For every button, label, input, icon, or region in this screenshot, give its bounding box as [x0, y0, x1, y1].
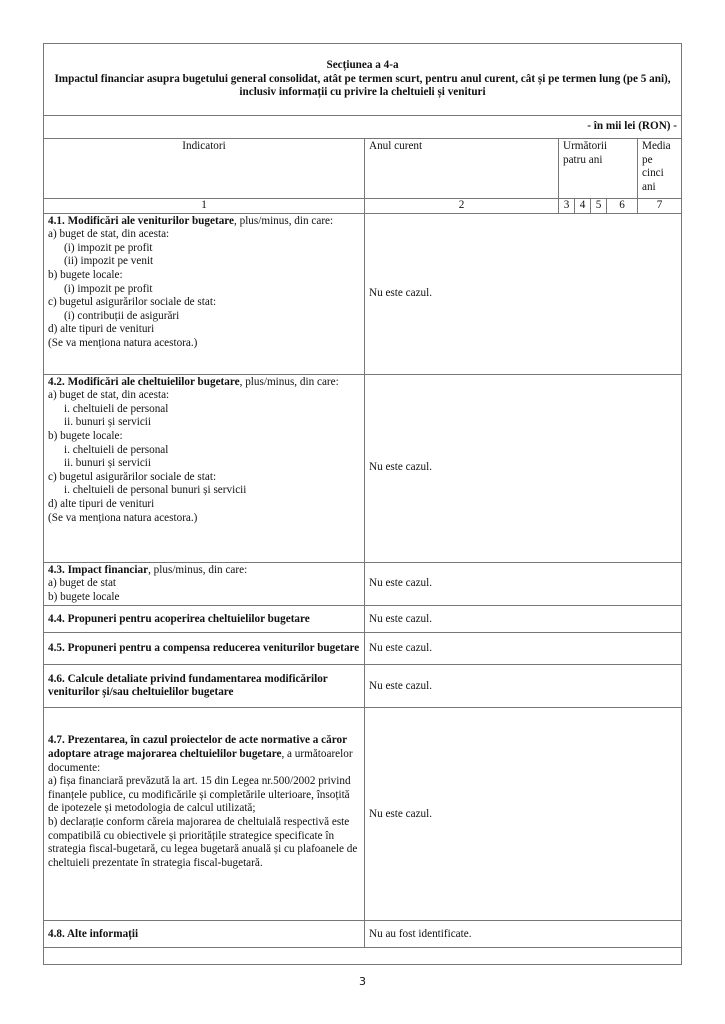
indicator-title: 4.8. Alte informații — [48, 927, 139, 940]
value-cell — [365, 665, 682, 708]
indicator-cell — [44, 633, 365, 665]
indicator-row — [44, 633, 682, 665]
indicator-subitem: b) bugete locale: — [48, 268, 123, 281]
indicator-row — [44, 921, 682, 948]
indicator-cell — [44, 562, 365, 606]
value-text: Nu este cazul. — [369, 679, 433, 692]
unit-label: - în mii lei (RON) - — [587, 120, 678, 133]
indicator-cell — [44, 606, 365, 633]
column-number: 1 — [44, 199, 365, 214]
column-number: 4 — [575, 199, 591, 214]
header-urmatorii-text: Următorii patru ani — [563, 140, 608, 166]
indicator-title-rest: , plus/minus, din care: — [234, 214, 334, 227]
column-number: 6 — [607, 199, 638, 214]
indicator-subitem: i. cheltuieli de personal bunuri și servicii — [64, 484, 247, 497]
value-text: Nu este cazul. — [369, 577, 433, 590]
indicator-subitem: i. cheltuieli de personal — [64, 402, 169, 415]
value-text: Nu au fost identificate. — [369, 927, 472, 940]
column-number: 2 — [365, 199, 559, 214]
column-number: 3 — [559, 199, 575, 214]
indicator-subitem: ii. bunuri și servicii — [64, 457, 152, 470]
indicator-cell — [44, 213, 365, 374]
value-text: Nu este cazul. — [369, 286, 433, 299]
indicator-subitem: (i) contribuții de asigurări — [64, 309, 180, 322]
indicator-row — [44, 708, 682, 921]
indicator-row — [44, 665, 682, 708]
value-text: Nu este cazul. — [369, 612, 433, 625]
indicator-subitem: (ii) impozit pe venit — [64, 255, 154, 268]
indicator-subitem: b) bugete locale: — [48, 429, 123, 442]
indicator-subitem: (i) impozit pe profit — [64, 241, 153, 254]
financial-impact-table — [43, 43, 682, 965]
indicator-subitem: b) bugete locale — [48, 590, 120, 603]
header-media: Media pe cinci ani — [638, 139, 682, 199]
indicator-cell — [44, 665, 365, 708]
indicator-subitem: (i) impozit pe profit — [64, 282, 153, 295]
value-text: Nu este cazul. — [369, 461, 433, 474]
indicator-cell — [44, 708, 365, 921]
indicator-title: 4.3. Impact financiar — [48, 563, 149, 576]
section-subtitle: Impactul financiar asupra bugetului general consolidat, atât pe termen scurt, pentru anul curent, cât și pe termen lung (pe 5 ani), inclusiv informații cu privire la cheltuieli și venituri — [54, 72, 671, 99]
indicator-subitem: ii. bunuri și servicii — [64, 416, 152, 429]
indicator-subitem: (Se va menționa natura acestora.) — [48, 511, 198, 524]
value-cell — [365, 562, 682, 606]
value-cell — [365, 213, 682, 374]
unit-row — [44, 116, 682, 139]
indicator-subitem: (Se va menționa natura acestora.) — [48, 336, 198, 349]
header-anul-curent-text: Anul curent — [369, 140, 423, 152]
indicator-subitem: a) buget de stat, din acesta: — [48, 228, 170, 241]
indicator-subitem: b) declarație conform căreia majorarea de cheltuială respectivă este compatibilă cu obiectivele și prioritățile strategice specificate în strategia fiscal-bugetară, cu legea bugetară anuală și cu plafoanele de cheltuieli prezentate în strategia fiscal-bugetară. — [48, 815, 358, 869]
indicator-title: 4.6. Calcule detaliate privind fundamentarea modificărilor veniturilor și/sau cheltuielilor bugetare — [48, 672, 328, 699]
value-text: Nu este cazul. — [369, 807, 433, 820]
value-text: Nu este cazul. — [369, 642, 433, 655]
indicator-subitem: a) buget de stat, din acesta: — [48, 389, 170, 402]
indicator-title: 4.5. Propuneri pentru a compensa reducerea veniturilor bugetare — [48, 642, 360, 655]
value-cell — [365, 374, 682, 562]
indicator-title: 4.7. Prezentarea, în cazul proiectelor de acte normative a căror adoptare atrage majorarea cheltuielilor bugetare — [48, 734, 347, 760]
indicator-title: 4.4. Propuneri pentru acoperirea cheltuielilor bugetare — [48, 612, 310, 625]
indicator-subitem: d) alte tipuri de venituri — [48, 497, 155, 510]
indicator-title-rest: , plus/minus, din care: — [148, 563, 248, 576]
indicator-title-rest: , a următoarelor documente: — [48, 747, 353, 774]
indicator-row — [44, 606, 682, 633]
indicator-subitem: c) bugetul asigurărilor sociale de stat: — [48, 470, 217, 483]
value-cell — [365, 921, 682, 948]
column-number: 7 — [638, 199, 682, 214]
column-number-row — [44, 199, 682, 214]
indicator-row — [44, 374, 682, 562]
section-header — [44, 44, 682, 116]
indicator-cell — [44, 374, 365, 562]
indicator-row — [44, 562, 682, 606]
value-cell — [365, 708, 682, 921]
header-anul-curent — [365, 139, 559, 199]
value-cell — [365, 606, 682, 633]
page-number: 3 — [359, 975, 366, 988]
indicator-subitem: i. cheltuieli de personal — [64, 443, 169, 456]
header-indicatori: Indicatori — [44, 139, 365, 199]
indicator-cell — [44, 921, 365, 948]
indicator-subitem: a) fișa financiară prevăzută la art. 15 din Legea nr.500/2002 privind finanțele publice, cu modificările și completările ulterioare, însoțită de ipotezele și metodologia de calcul utilizată; — [48, 775, 351, 815]
indicator-subitem: c) bugetul asigurărilor sociale de stat: — [48, 296, 217, 309]
indicator-subitem: a) buget de stat — [48, 577, 117, 590]
value-cell — [365, 633, 682, 665]
indicator-subitem: d) alte tipuri de venituri — [48, 323, 155, 336]
indicator-title: 4.1. Modificări ale veniturilor bugetare — [48, 214, 235, 227]
column-number: 5 — [591, 199, 607, 214]
empty-row — [44, 948, 682, 965]
header-urmatorii — [559, 139, 638, 199]
indicator-title-rest: , plus/minus, din care: — [239, 375, 339, 388]
indicator-title: 4.2. Modificări ale cheltuielilor bugetare — [48, 375, 240, 388]
indicator-row — [44, 213, 682, 374]
section-title: Secțiunea a 4-a — [326, 59, 399, 72]
